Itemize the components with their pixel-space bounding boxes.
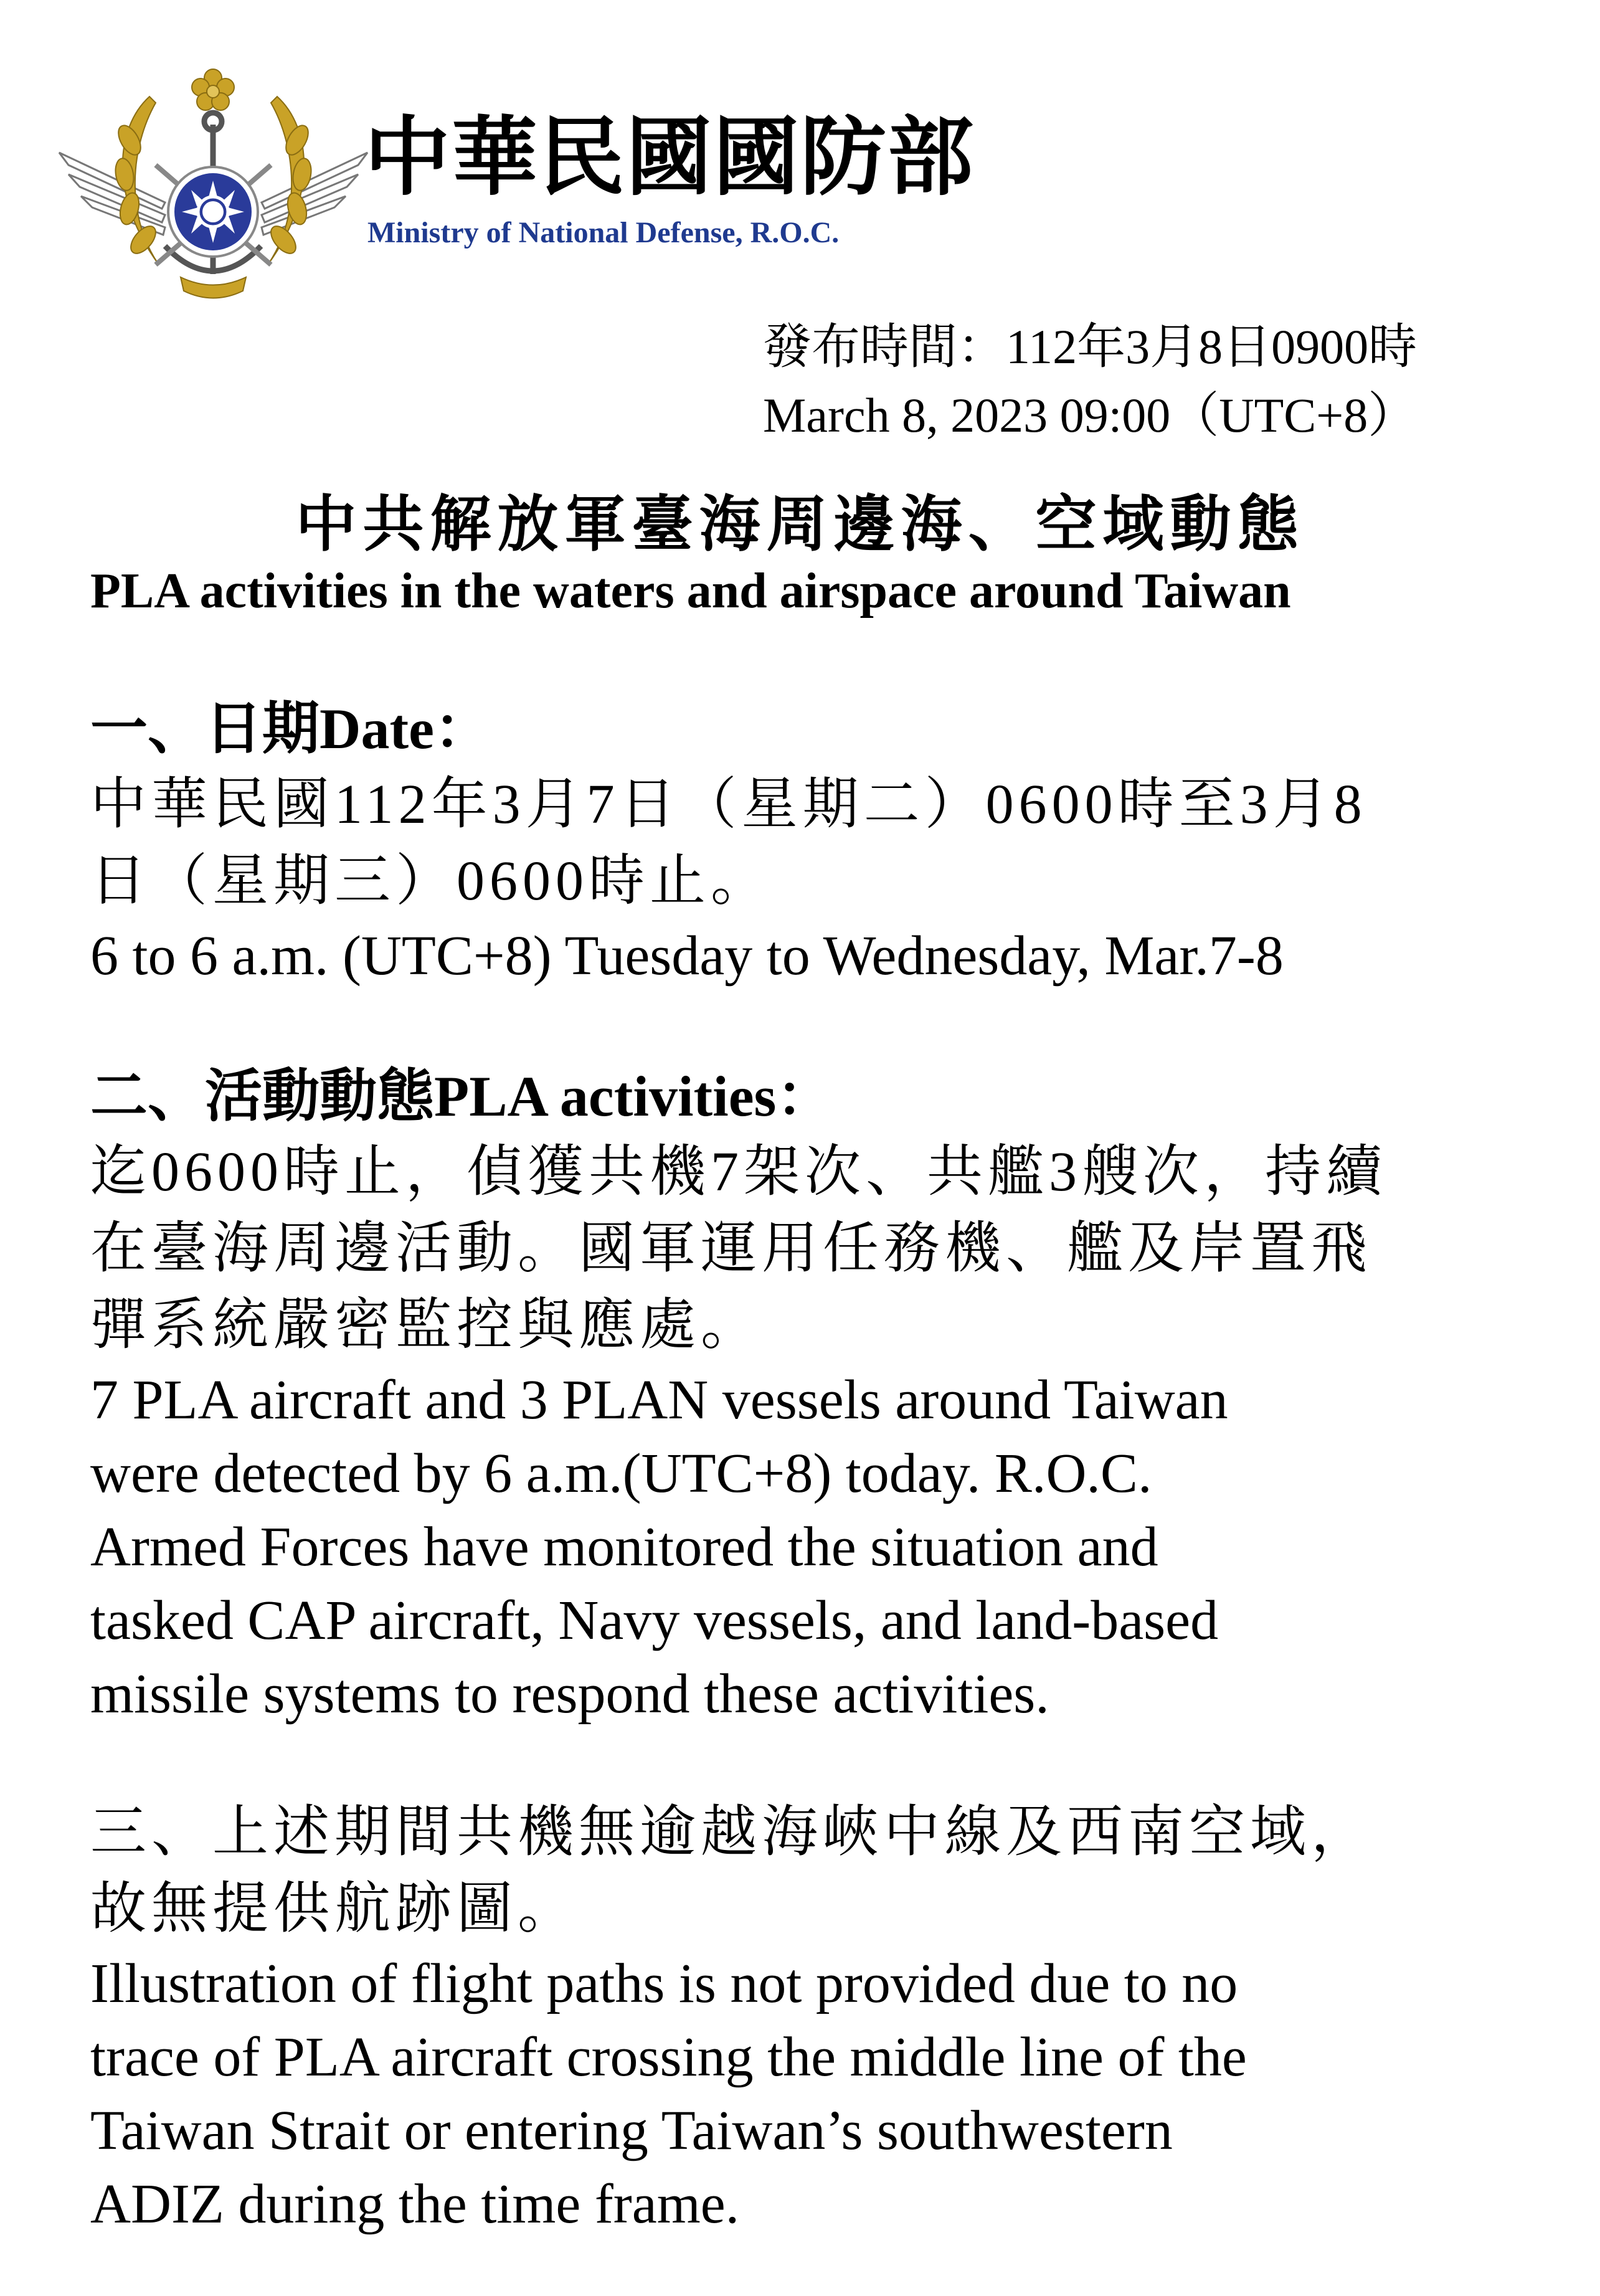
org-name-zh: 中華民國國防部 <box>364 110 975 206</box>
body-line-zh: 日（星期三）0600時止。 <box>90 850 772 912</box>
body-line-zh: 迄0600時止，偵獲共機7架次、共艦3艘次，持續 <box>90 1141 1387 1203</box>
body-line-zh: 中華民國112年3月7日（星期二）0600時至3月8 <box>90 774 1367 835</box>
body-line-en: tasked CAP aircraft, Navy vessels, and land-based <box>90 1590 1219 1651</box>
body-line-en: 7 PLA aircraft and 3 PLAN vessels around Taiwan <box>90 1369 1228 1431</box>
body-line-en: were detected by 6 a.m.(UTC+8) today. R.O.C. <box>90 1443 1152 1504</box>
body-line-zh: 彈系統嚴密監控與應處。 <box>90 1294 762 1356</box>
section-heading: 二、活動動態PLA activities： <box>90 1065 834 1128</box>
body-line-en: Armed Forces have monitored the situation and <box>90 1516 1158 1578</box>
body-line-zh: 三、上述期間共機無逾越海峽中線及西南空域， <box>90 1801 1372 1863</box>
body-line-en: Illustration of flight paths is not provided due to no <box>90 1953 1238 2014</box>
section-activities <box>90 1059 1535 1731</box>
release-time-zh: 發布時間：112年3月8日0900時 <box>763 320 1418 374</box>
body-line-en: 6 to 6 a.m. (UTC+8) Tuesday to Wednesday, Mar.7-8 <box>90 925 1284 987</box>
body-line-en: Taiwan Strait or entering Taiwan’s southwestern <box>90 2100 1173 2161</box>
body-line-zh: 在臺海周邊活動。國軍運用任務機、艦及岸置飛 <box>90 1218 1372 1279</box>
section-flight-path-note <box>90 1794 1535 2241</box>
section-heading: 一、日期Date： <box>90 697 491 761</box>
body-line-en: trace of PLA aircraft crossing the middle line of the <box>90 2026 1247 2088</box>
body-line-en: missile systems to respond these activities. <box>90 1663 1049 1725</box>
ministry-emblem-icon <box>56 59 371 315</box>
document-title-en: PLA activities in the waters and airspace around Taiwan <box>90 564 1291 619</box>
body-line-zh: 故無提供航跡圖。 <box>90 1878 579 1940</box>
release-time-en: March 8, 2023 09:00（UTC+8） <box>763 388 1417 442</box>
section-date <box>90 691 1535 993</box>
document-title-zh: 中共解放軍臺海周邊海、空域動態 <box>295 491 1305 559</box>
org-name-en: Ministry of National Defense, R.O.C. <box>367 216 840 249</box>
body-line-en: ADIZ during the time frame. <box>90 2173 740 2235</box>
